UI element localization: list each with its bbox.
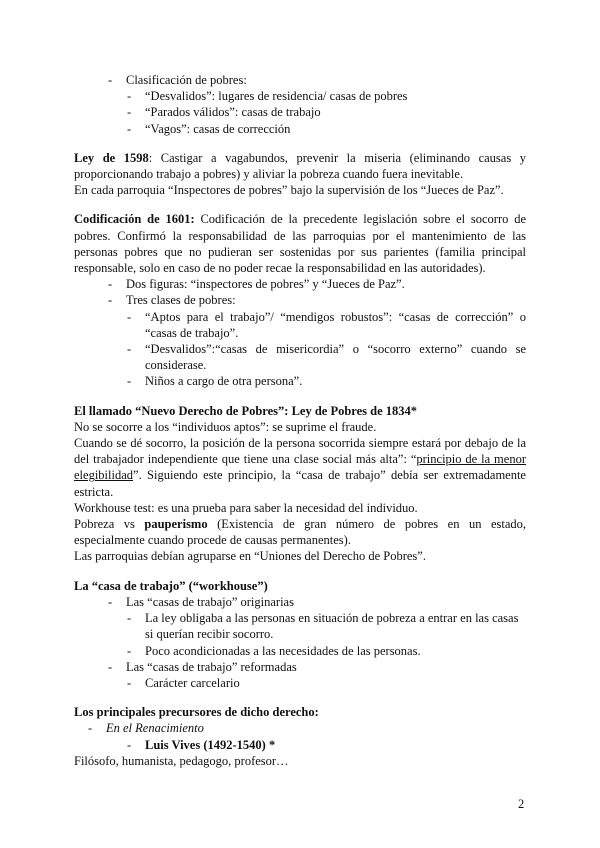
underlined-term: principio de la menor elegibilidad [74, 452, 526, 483]
list-item: - Dos figuras: “inspectores de pobres” y “Jueces de Paz”. [108, 276, 526, 292]
paragraph-text: Filósofo, humanista, pedagogo, profesor… [74, 753, 289, 768]
paragraph-menor-elegibilidad [74, 435, 526, 500]
section-heading: Codificación de 1601: [74, 212, 195, 227]
list-item-text: Luis Vives (1492-1540) * [145, 737, 276, 752]
paragraph-codificacion-1601 [74, 211, 526, 276]
bold-term: pauperismo [144, 517, 208, 532]
list-item-text: Dos figuras: “inspectores de pobres” y “Jueces de Paz”. [126, 277, 405, 292]
list-item-text: Niños a cargo de otra persona”. [145, 374, 303, 389]
list-item-text: En el Renacimiento [106, 721, 204, 736]
sub-list-item: - “Desvalidos”: lugares de residencia/ casas de pobres [127, 88, 526, 104]
sub-list-item: - “Aptos para el trabajo”/ “mendigos robustos”: “casas de corrección” o “casas de trabajo”. [127, 309, 526, 340]
sub-list-item: - Niños a cargo de otra persona”. [127, 373, 526, 389]
heading-text: El llamado “Nuevo Derecho de Pobres”: Ley de Pobres de 1834* [74, 403, 418, 418]
list-item-text: Tres clases de pobres: [126, 293, 236, 308]
sub-list-item: - “Desvalidos”:“casas de misericordia” o “socorro externo” cuando se considerase. [127, 342, 526, 373]
list-item: - Clasificación de pobres: [108, 72, 526, 88]
list-item: - Las “casas de trabajo” reformadas [108, 659, 526, 675]
paragraph-text: : Castigar a vagabundos, prevenir la miseria (eliminando causas y proporcionando trabajo a pobres) y aliviar la pobreza cuando fuera inevitable. [74, 150, 526, 182]
section-heading [74, 578, 526, 594]
paragraph-pauperismo [74, 516, 526, 548]
list-item-text: Carácter carcelario [145, 675, 240, 690]
list-item-text: Las “casas de trabajo” reformadas [126, 659, 297, 674]
list-item-text: “Parados válidos”: casas de trabajo [145, 105, 321, 120]
sub-list-item: - Poco acondicionadas a las necesidades de las personas. [127, 643, 526, 659]
section-heading [74, 403, 526, 419]
paragraph-text: ”. Siguiendo este principio, la “casa de trabajo” debía ser extremadamente estricta. [74, 468, 526, 499]
list-item-text: La ley obligaba a las personas en situación de pobreza a entrar en las casas si querían recibir socorro. [145, 611, 519, 642]
heading-text: La “casa de trabajo” (“workhouse”) [74, 578, 268, 593]
list-item-text: “Desvalidos”:“casas de misericordia” o “socorro externo” cuando se considerase. [145, 342, 526, 373]
paragraph-ley-1598 [74, 150, 526, 182]
sub-list-item: - La ley obligaba a las personas en situación de pobreza a entrar en las casas si querían recibir socorro. [127, 610, 526, 642]
list-item: - En el Renacimiento [88, 720, 526, 736]
page-number: 2 [518, 797, 525, 811]
list-item: - Las “casas de trabajo” originarias [108, 594, 526, 610]
list-item-text: Las “casas de trabajo” originarias [126, 594, 294, 609]
section-heading: Ley de 1598 [74, 150, 149, 165]
sub-list-item: - Carácter carcelario [127, 675, 526, 691]
paragraph-text: Pobreza vs [74, 517, 145, 532]
list-item: - Tres clases de pobres: [108, 292, 526, 308]
list-item-text: “Aptos para el trabajo”/ “mendigos robustos”: “casas de corrección” o “casas de trabajo”. [145, 309, 526, 340]
list-item-text: “Desvalidos”: lugares de residencia/ casas de pobres [145, 89, 408, 104]
paragraph-text: Cuando se dé socorro, la posición de la persona socorrida siempre estará por debajo de la del trabajador independiente que tiene una clase social más alta”: “ [74, 436, 526, 467]
paragraph-text: No se socorre a los “individuos aptos”: se suprime el fraude. [74, 419, 377, 434]
page-content [74, 72, 526, 769]
sub-list-item: - “Vagos”: casas de corrección [127, 121, 526, 137]
heading-text: Los principales precursores de dicho derecho: [74, 705, 319, 720]
paragraph-text: Workhouse test: es una prueba para saber la necesidad del individuo. [74, 500, 418, 515]
paragraph-text: Las parroquias debían agruparse en “Uniones del Derecho de Pobres”. [74, 549, 426, 564]
paragraph-text: Codificación de la precedente legislación sobre el socorro de pobres. Confirmó la responsabilidad de las parroquias por el mantenimiento de las personas pobres que no pudieran ser sostenidas por sus parientes (familia principal responsable, solo en caso de no poder recae la responsabilidad en las autoridades). [74, 212, 526, 276]
list-item-text: Clasificación de pobres: [126, 73, 247, 87]
list-item-text: “Vagos”: casas de corrección [145, 121, 291, 136]
sub-list-item: - “Parados válidos”: casas de trabajo [127, 104, 526, 120]
section-heading [74, 704, 526, 720]
paragraph-text: (Existencia de gran número de pobres en un estado, especialmente cuando procede de causas permanentes). [74, 517, 527, 548]
paragraph-text: En cada parroquia “Inspectores de pobres” bajo la supervisión de los “Jueces de Paz”. [74, 183, 504, 198]
list-item-text: Poco acondicionadas a las necesidades de las personas. [145, 643, 421, 658]
sub-list-item: - Luis Vives (1492-1540) * [127, 737, 526, 753]
